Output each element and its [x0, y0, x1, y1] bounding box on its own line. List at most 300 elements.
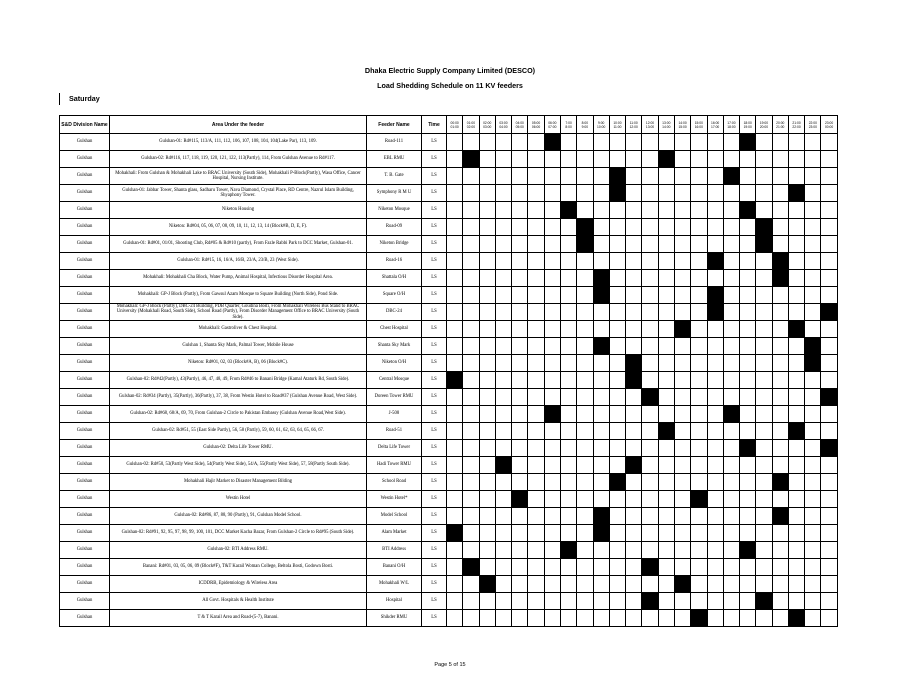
slot-cell	[512, 559, 528, 576]
slot-cell	[707, 270, 723, 287]
slot-cell	[593, 491, 609, 508]
time-cell: LS	[422, 406, 447, 423]
slot-end: 13:00	[645, 124, 655, 129]
slot-cell	[626, 287, 642, 304]
slot-cell	[691, 304, 707, 321]
slot-cell	[626, 219, 642, 236]
table-row	[60, 525, 838, 542]
slot-cell	[805, 423, 821, 440]
time-cell: LS	[422, 236, 447, 253]
slot-cell	[463, 321, 479, 338]
slot-cell	[593, 253, 609, 270]
slot-cell	[626, 338, 642, 355]
load-shed-slot	[772, 474, 788, 491]
slot-cell	[642, 236, 658, 253]
feeder-cell: Hospital	[367, 593, 422, 610]
time-cell: LS	[422, 389, 447, 406]
load-shed-slot	[756, 236, 772, 253]
slot-cell	[560, 525, 576, 542]
load-shed-slot	[821, 304, 837, 321]
slot-cell	[479, 304, 495, 321]
slot-cell	[788, 168, 804, 185]
slot-start: 19:00	[759, 120, 769, 125]
slot-cell	[707, 423, 723, 440]
slot-cell	[756, 474, 772, 491]
slot-cell	[609, 270, 625, 287]
slot-cell	[788, 372, 804, 389]
slot-cell	[577, 389, 593, 406]
slot-cell	[674, 593, 690, 610]
slot-cell	[609, 542, 625, 559]
slot-cell	[495, 406, 511, 423]
slot-end: 02:00	[466, 124, 476, 129]
slot-cell	[593, 168, 609, 185]
slot-cell	[740, 491, 756, 508]
slot-cell	[805, 440, 821, 457]
slot-cell	[642, 576, 658, 593]
slot-cell	[821, 338, 837, 355]
area-cell: Niketon: Rd#04, 05, 06, 07, 08, 09, 10, 11, 12, 13, 14 (Block#B, D, E, F).	[110, 219, 367, 236]
slot-cell	[626, 474, 642, 491]
load-shed-slot	[609, 474, 625, 491]
load-shed-slot	[577, 236, 593, 253]
slot-cell	[560, 576, 576, 593]
slot-start: 02:00	[483, 120, 492, 125]
slot-cell	[495, 474, 511, 491]
slot-cell	[447, 253, 463, 270]
slot-cell	[805, 287, 821, 304]
slot-cell	[707, 406, 723, 423]
slot-cell	[479, 389, 495, 406]
feeder-cell: Road-09	[367, 219, 422, 236]
slot-cell	[756, 270, 772, 287]
area-cell: Mohakhali: GP-J Block (Partly), DBC-24 Building, PDB Quarter, Goudina Bosti, From Mohakhali Wireless Bus Stand to BRAC University (Mohakhali Road, South Side), School Road (Partly), From Disorder Management Office to BRAC University (South Side).	[110, 304, 367, 321]
slot-cell	[658, 508, 674, 525]
slot-cell	[560, 304, 576, 321]
slot-cell	[544, 219, 560, 236]
slot-cell	[772, 423, 788, 440]
load-shed-slot	[740, 440, 756, 457]
slot-cell	[772, 593, 788, 610]
slot-cell	[756, 440, 772, 457]
slot-cell	[788, 525, 804, 542]
slot-start: 12:00	[645, 120, 655, 125]
slot-cell	[756, 610, 772, 627]
load-shed-slot	[560, 542, 576, 559]
slot-cell	[756, 151, 772, 168]
slot-cell	[544, 253, 560, 270]
slot-cell	[691, 236, 707, 253]
slot-start: 9:00	[597, 120, 605, 125]
time-slot-header	[609, 116, 625, 134]
slot-cell	[528, 389, 544, 406]
slot-cell	[756, 253, 772, 270]
slot-cell	[805, 134, 821, 151]
slot-cell	[626, 491, 642, 508]
slot-cell	[821, 542, 837, 559]
division-cell: Gulshan	[60, 610, 110, 627]
slot-cell	[463, 168, 479, 185]
slot-cell	[805, 321, 821, 338]
slot-cell	[528, 406, 544, 423]
slot-cell	[463, 372, 479, 389]
slot-cell	[674, 338, 690, 355]
table-row	[60, 474, 838, 491]
slot-cell	[691, 168, 707, 185]
slot-cell	[772, 338, 788, 355]
table-row	[60, 440, 838, 457]
slot-cell	[479, 151, 495, 168]
slot-cell	[707, 236, 723, 253]
slot-cell	[609, 593, 625, 610]
slot-cell	[609, 372, 625, 389]
slot-cell	[723, 151, 739, 168]
slot-cell	[593, 474, 609, 491]
slot-cell	[577, 491, 593, 508]
load-shed-slot	[593, 338, 609, 355]
slot-cell	[544, 559, 560, 576]
slot-cell	[512, 168, 528, 185]
slot-cell	[609, 287, 625, 304]
slot-cell	[821, 372, 837, 389]
slot-cell	[609, 304, 625, 321]
table-row	[60, 491, 838, 508]
table-row	[60, 610, 838, 627]
slot-cell	[740, 610, 756, 627]
slot-cell	[479, 236, 495, 253]
slot-cell	[577, 253, 593, 270]
slot-cell	[495, 151, 511, 168]
slot-cell	[658, 236, 674, 253]
area-cell: Gulshan-01: Rd#115, 113/A, 111, 112, 106, 107, 108, 104, 104(Lake Par), 113, 109.	[110, 134, 367, 151]
slot-cell	[691, 542, 707, 559]
slot-cell	[723, 355, 739, 372]
table-row	[60, 338, 838, 355]
load-shed-slot	[560, 202, 576, 219]
slot-end: 04:00	[499, 124, 508, 129]
slot-end: 23:00	[808, 124, 817, 129]
slot-cell	[512, 406, 528, 423]
slot-cell	[626, 593, 642, 610]
slot-cell	[512, 389, 528, 406]
slot-cell	[756, 355, 772, 372]
slot-cell	[674, 508, 690, 525]
slot-cell	[495, 525, 511, 542]
slot-cell	[560, 270, 576, 287]
slot-cell	[707, 593, 723, 610]
time-slot-header	[756, 116, 772, 134]
slot-cell	[674, 134, 690, 151]
slot-end: 10:00	[597, 124, 606, 129]
division-cell: Gulshan	[60, 151, 110, 168]
slot-cell	[495, 440, 511, 457]
slot-cell	[723, 525, 739, 542]
slot-cell	[593, 355, 609, 372]
slot-cell	[495, 593, 511, 610]
slot-cell	[512, 542, 528, 559]
slot-cell	[674, 185, 690, 202]
load-shed-slot	[609, 185, 625, 202]
slot-cell	[463, 202, 479, 219]
slot-cell	[642, 525, 658, 542]
slot-cell	[707, 372, 723, 389]
slot-cell	[642, 270, 658, 287]
slot-cell	[544, 372, 560, 389]
feeder-cell: Doreen Tower RMU	[367, 389, 422, 406]
slot-cell	[528, 219, 544, 236]
slot-cell	[740, 508, 756, 525]
area-cell: Gulshan-01: Rd#01, 01/01, Shooting Club, Rd#05 & Rd#10 (partly), From Fazle Rabbi Park to DCC Market, Gulshan-01.	[110, 236, 367, 253]
slot-cell	[593, 236, 609, 253]
slot-cell	[593, 304, 609, 321]
slot-cell	[626, 559, 642, 576]
slot-cell	[642, 423, 658, 440]
time-cell: LS	[422, 219, 447, 236]
slot-cell	[544, 576, 560, 593]
slot-cell	[723, 372, 739, 389]
slot-cell	[528, 542, 544, 559]
slot-cell	[642, 253, 658, 270]
slot-cell	[544, 287, 560, 304]
slot-cell	[479, 457, 495, 474]
slot-cell	[528, 372, 544, 389]
feeder-cell: Road-51	[367, 423, 422, 440]
slot-cell	[658, 474, 674, 491]
slot-cell	[821, 253, 837, 270]
slot-cell	[788, 593, 804, 610]
slot-cell	[805, 457, 821, 474]
slot-cell	[658, 525, 674, 542]
slot-cell	[788, 576, 804, 593]
slot-cell	[772, 440, 788, 457]
slot-cell	[447, 610, 463, 627]
slot-cell	[691, 440, 707, 457]
slot-cell	[479, 372, 495, 389]
slot-cell	[723, 270, 739, 287]
slot-cell	[805, 270, 821, 287]
slot-cell	[544, 508, 560, 525]
slot-cell	[447, 270, 463, 287]
slot-cell	[740, 593, 756, 610]
slot-cell	[642, 202, 658, 219]
slot-cell	[723, 287, 739, 304]
slot-cell	[788, 287, 804, 304]
slot-cell	[723, 559, 739, 576]
slot-cell	[512, 355, 528, 372]
slot-cell	[772, 389, 788, 406]
slot-cell	[560, 236, 576, 253]
slot-cell	[528, 185, 544, 202]
slot-cell	[447, 559, 463, 576]
slot-cell	[723, 491, 739, 508]
slot-cell	[626, 253, 642, 270]
feeder-cell: J-508	[367, 406, 422, 423]
slot-cell	[544, 168, 560, 185]
slot-cell	[658, 304, 674, 321]
division-column-header: S&D Division Name	[60, 116, 110, 134]
slot-cell	[463, 474, 479, 491]
slot-start: 06:00	[548, 120, 557, 125]
division-cell: Gulshan	[60, 134, 110, 151]
division-cell: Gulshan	[60, 372, 110, 389]
slot-start: 15:00	[694, 120, 703, 125]
slot-cell	[691, 270, 707, 287]
slot-start: 23:00	[824, 120, 834, 125]
slot-cell	[805, 406, 821, 423]
slot-cell	[740, 559, 756, 576]
slot-cell	[479, 525, 495, 542]
slot-cell	[577, 576, 593, 593]
table-row	[60, 236, 838, 253]
table-row	[60, 593, 838, 610]
time-slot-header	[707, 116, 723, 134]
slot-cell	[544, 270, 560, 287]
slot-cell	[821, 576, 837, 593]
slot-cell	[544, 423, 560, 440]
slot-cell	[544, 355, 560, 372]
slot-cell	[772, 134, 788, 151]
feeder-cell: Hadi Tower RMU	[367, 457, 422, 474]
slot-cell	[691, 321, 707, 338]
slot-cell	[495, 372, 511, 389]
slot-cell	[821, 457, 837, 474]
slot-end: 14:00	[662, 124, 671, 129]
time-cell: LS	[422, 542, 447, 559]
slot-cell	[658, 270, 674, 287]
slot-cell	[691, 508, 707, 525]
slot-cell	[560, 253, 576, 270]
feeder-cell: Alam Market	[367, 525, 422, 542]
slot-cell	[642, 542, 658, 559]
slot-cell	[463, 440, 479, 457]
slot-cell	[512, 525, 528, 542]
slot-cell	[463, 576, 479, 593]
division-cell: Gulshan	[60, 423, 110, 440]
slot-cell	[512, 202, 528, 219]
slot-cell	[707, 457, 723, 474]
slot-cell	[577, 151, 593, 168]
slot-cell	[707, 185, 723, 202]
slot-cell	[756, 406, 772, 423]
slot-cell	[528, 202, 544, 219]
slot-cell	[658, 610, 674, 627]
slot-cell	[674, 525, 690, 542]
slot-cell	[447, 304, 463, 321]
slot-cell	[577, 134, 593, 151]
load-shed-slot	[788, 610, 804, 627]
slot-cell	[512, 134, 528, 151]
time-cell: LS	[422, 372, 447, 389]
slot-cell	[609, 236, 625, 253]
slot-end: 18:00	[727, 124, 736, 129]
slot-cell	[479, 270, 495, 287]
slot-cell	[756, 134, 772, 151]
time-slot-header	[495, 116, 511, 134]
feeder-cell: Symphony R M U	[367, 185, 422, 202]
slot-cell	[495, 338, 511, 355]
slot-cell	[756, 508, 772, 525]
load-shed-slot	[788, 185, 804, 202]
slot-cell	[577, 185, 593, 202]
division-cell: Gulshan	[60, 389, 110, 406]
slot-cell	[609, 576, 625, 593]
load-shed-slot	[593, 508, 609, 525]
slot-cell	[593, 559, 609, 576]
slot-cell	[642, 457, 658, 474]
division-cell: Gulshan	[60, 440, 110, 457]
division-cell: Gulshan	[60, 406, 110, 423]
slot-end: 05:00	[515, 124, 524, 129]
load-shed-slot	[756, 219, 772, 236]
slot-end: 19:00	[743, 124, 752, 129]
slot-cell	[674, 372, 690, 389]
schedule-title: Load Shedding Schedule on 11 KV feeders	[377, 81, 523, 90]
table-row	[60, 406, 838, 423]
slot-cell	[479, 321, 495, 338]
company-title: Dhaka Electric Supply Company Limited (DESCO)	[364, 66, 536, 75]
load-shed-slot	[463, 151, 479, 168]
slot-cell	[788, 236, 804, 253]
slot-cell	[674, 151, 690, 168]
slot-cell	[821, 423, 837, 440]
slot-cell	[788, 457, 804, 474]
slot-cell	[658, 355, 674, 372]
slot-cell	[821, 236, 837, 253]
slot-cell	[609, 440, 625, 457]
slot-cell	[642, 151, 658, 168]
slot-cell	[609, 389, 625, 406]
division-cell: Gulshan	[60, 559, 110, 576]
slot-cell	[609, 559, 625, 576]
slot-cell	[495, 423, 511, 440]
slot-cell	[577, 542, 593, 559]
slot-cell	[788, 389, 804, 406]
slot-cell	[756, 185, 772, 202]
slot-cell	[447, 202, 463, 219]
slot-cell	[544, 338, 560, 355]
slot-cell	[593, 440, 609, 457]
slot-cell	[512, 270, 528, 287]
slot-cell	[821, 355, 837, 372]
load-shed-slot	[674, 576, 690, 593]
table-row	[60, 134, 838, 151]
slot-cell	[740, 304, 756, 321]
slot-cell	[772, 576, 788, 593]
slot-cell	[528, 474, 544, 491]
load-shed-slot	[805, 355, 821, 372]
slot-cell	[674, 610, 690, 627]
time-slot-header	[528, 116, 544, 134]
slot-cell	[463, 287, 479, 304]
slot-cell	[577, 440, 593, 457]
area-cell: Mohakhali: Gastroliver & Chest Hospital.	[110, 321, 367, 338]
slot-cell	[577, 457, 593, 474]
slot-cell	[479, 440, 495, 457]
slot-cell	[788, 559, 804, 576]
slot-cell	[740, 287, 756, 304]
slot-cell	[821, 185, 837, 202]
slot-cell	[821, 287, 837, 304]
load-shed-slot	[642, 559, 658, 576]
slot-cell	[788, 202, 804, 219]
slot-cell	[609, 355, 625, 372]
slot-cell	[788, 355, 804, 372]
slot-cell	[528, 168, 544, 185]
slot-cell	[788, 270, 804, 287]
slot-cell	[707, 576, 723, 593]
slot-cell	[805, 219, 821, 236]
slot-cell	[512, 593, 528, 610]
